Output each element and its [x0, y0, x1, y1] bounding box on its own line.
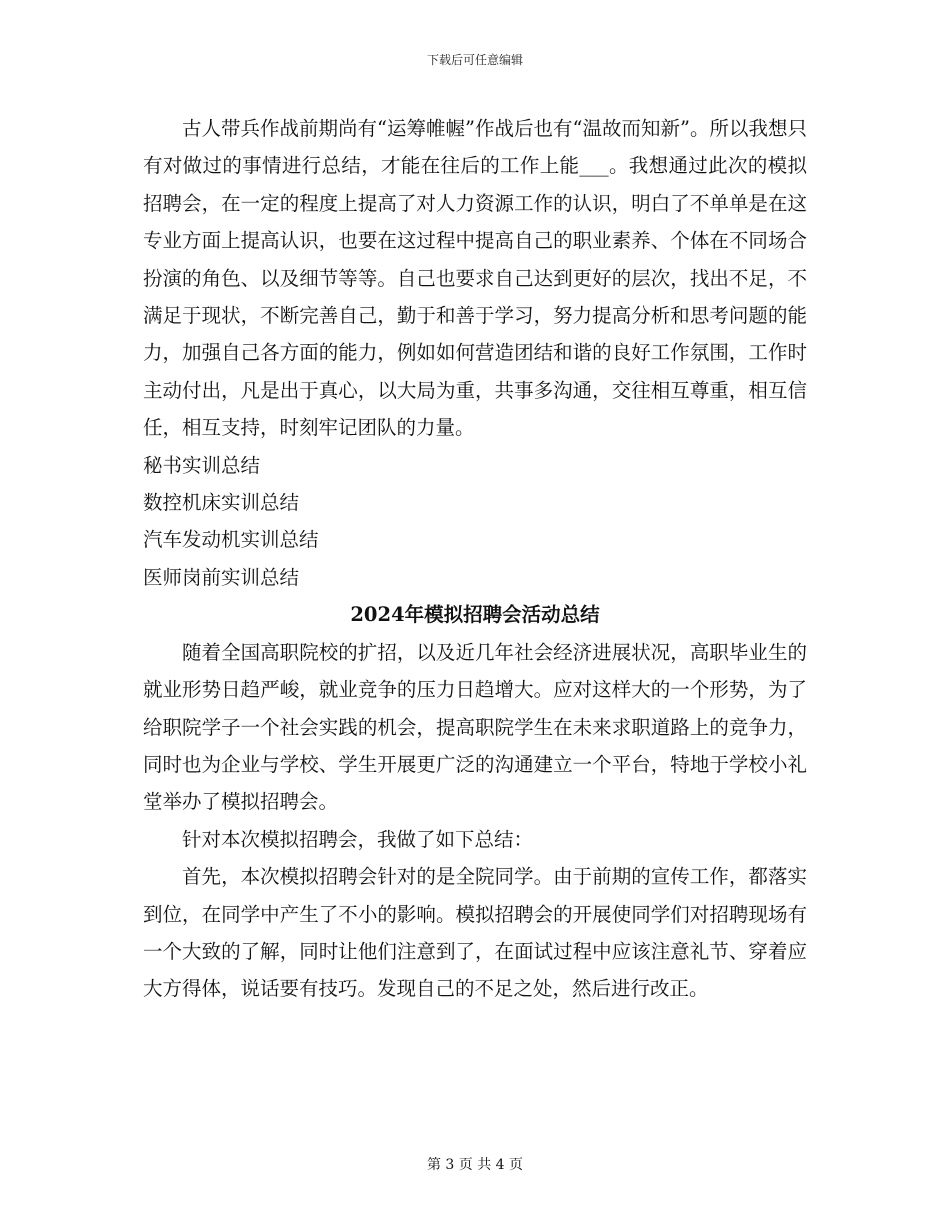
- section-title: 2024年模拟招聘会活动总结: [350, 603, 600, 627]
- paragraph-summary-intro: 针对本次模拟招聘会，我做了如下总结：: [182, 827, 534, 851]
- paragraph-background: 随着全国高职院校的扩招，以及近几年社会经济进展状况，高职毕业生的就业形势日趋严峻，就业竞争的压力日趋增大。应对这样大的一个形势，为了给职院学子一个社会实践的机会，提高职院学生在未来求职道路上的竞争力，同时也为企业与学校、学生开展更广泛的沟通建立一个平台，特地于学校小礼堂举办了模拟招聘会。: [143, 640, 807, 814]
- paragraph-first-point: 首先，本次模拟招聘会针对的是全院同学。由于前期的宣传工作，都落实到位，在同学中产生了不小的影响。模拟招聘会的开展使同学们对招聘现场有一个大致的了解，同时让他们注意到了，在面试过程中应该注意礼节、穿着应大方得体，说话要有技巧。发现自己的不足之处，然后进行改正。: [143, 865, 807, 1001]
- document-body: [143, 110, 807, 1008]
- page-header: 下载后可任意编辑: [426, 53, 523, 67]
- related-link-cnc[interactable]: 数控机床实训总结: [143, 491, 300, 515]
- related-link-engine[interactable]: 汽车发动机实训总结: [143, 528, 319, 552]
- related-link-physician[interactable]: 医师岗前实训总结: [143, 565, 300, 589]
- page-footer: 第 3 页 共 4 页: [426, 1157, 524, 1173]
- paragraph-review: 古人带兵作战前期尚有“运筹帷幄”作战后也有“温故而知新”。所以我想只有对做过的事情进行总结，才能在往后的工作上能___。我想通过此次的模拟招聘会，在一定的程度上提高了对人力资源工作的认识，明白了不单单是在这专业方面上提高认识，也要在这过程中提高自己的职业素养、个体在不同场合扮演的角色、以及细节等等。自己也要求自己达到更好的层次，找出不足，不满足于现状，不断完善自己，勤于和善于学习，努力提高分析和思考问题的能力，加强自己各方面的能力，例如如何营造团结和谐的良好工作氛围，工作时主动付出，凡是出于真心，以大局为重，共事多沟通，交往相互尊重，相互信任，相互支持，时刻牢记团队的力量。: [143, 117, 807, 440]
- related-link-secretary[interactable]: 秘书实训总结: [143, 453, 261, 477]
